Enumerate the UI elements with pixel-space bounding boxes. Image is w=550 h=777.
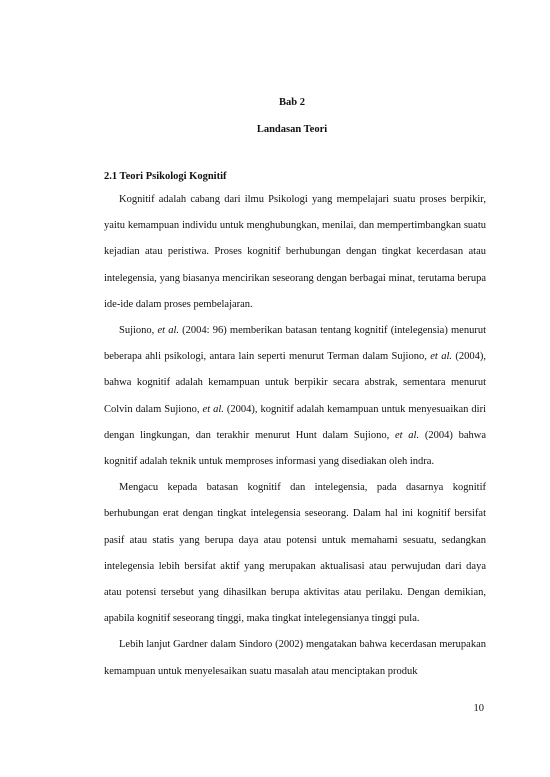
paragraph-1: Kognitif adalah cabang dari ilmu Psikologi yang mempelajari suatu proses berpikir, yaitu kemampuan individu untuk menghubungkan, menilai, dan mempertimbangkan suatu kejadian atau peristiwa. Proses kognitif berhubungan dengan tingkat kecerdasan atau intelegensia, yang biasanya mencirikan seseorang dengan berbagai minat, terutama berupa ide-ide dalam proses pembelajaran.: [104, 194, 486, 310]
et-al-citation-1: et al.: [157, 325, 180, 337]
paragraph-2-text-2: (2004: 96) memberikan batasan tentang kognitif (intelegensia) menurut beberapa ahli psikologi, antara lain seperti menurut Terman dalam Sujiono,: [104, 325, 486, 363]
paragraph-2: [104, 318, 486, 475]
section-heading: 2.1 Teori Psikologi Kognitif: [104, 171, 227, 182]
chapter-title: Landasan Teori: [256, 124, 328, 135]
paragraph-2-text-3: (2004), bahwa kognitif adalah kemampuan untuk berpikir secara abstrak, sementara menurut Colvin dalam Sujiono,: [104, 351, 487, 415]
paragraph-4: Lebih lanjut Gardner dalam Sindoro (2002) mengatakan bahwa kecerdasan merupakan kemampuan untuk menyelesaikan suatu masalah atau menciptakan produk: [104, 639, 486, 677]
body-text: [104, 187, 486, 685]
et-al-citation-2: et al.: [430, 351, 452, 363]
paragraph-2-text-4: (2004), kognitif adalah kemampuan untuk menyesuaikan diri dengan lingkungan, dan terakhir menurut Hunt dalam Sujiono,: [104, 403, 486, 441]
paragraph-2-text-1: Sujiono,: [119, 325, 158, 337]
et-al-citation-4: et al.: [394, 429, 420, 441]
paragraph-3: Mengacu kepada batasan kognitif dan intelegensia, pada dasarnya kognitif berhubungan erat dengan tingkat intelegensia seseorang. Dalam hal ini kognitif bersifat pasif atau statis yang berupa daya atau potensi untuk memahami sesuatu, sedangkan intelegensia lebih bersifat aktif yang merupakan aktualisasi atau perwujudan dari daya atau potensi tersebut yang dihasilkan berupa aktivitas atau perilaku. Dengan demikian, apabila kognitif seseorang tinggi, maka tingkat intelegensianya tinggi pula.: [104, 482, 486, 625]
chapter-label: Bab 2: [279, 97, 305, 108]
paragraph-2-text-5: (2004) bahwa kognitif adalah teknik untuk memproses informasi yang disediakan oleh indra.: [104, 429, 486, 468]
et-al-citation-3: et al.: [202, 403, 224, 415]
page-number: 10: [473, 703, 484, 714]
